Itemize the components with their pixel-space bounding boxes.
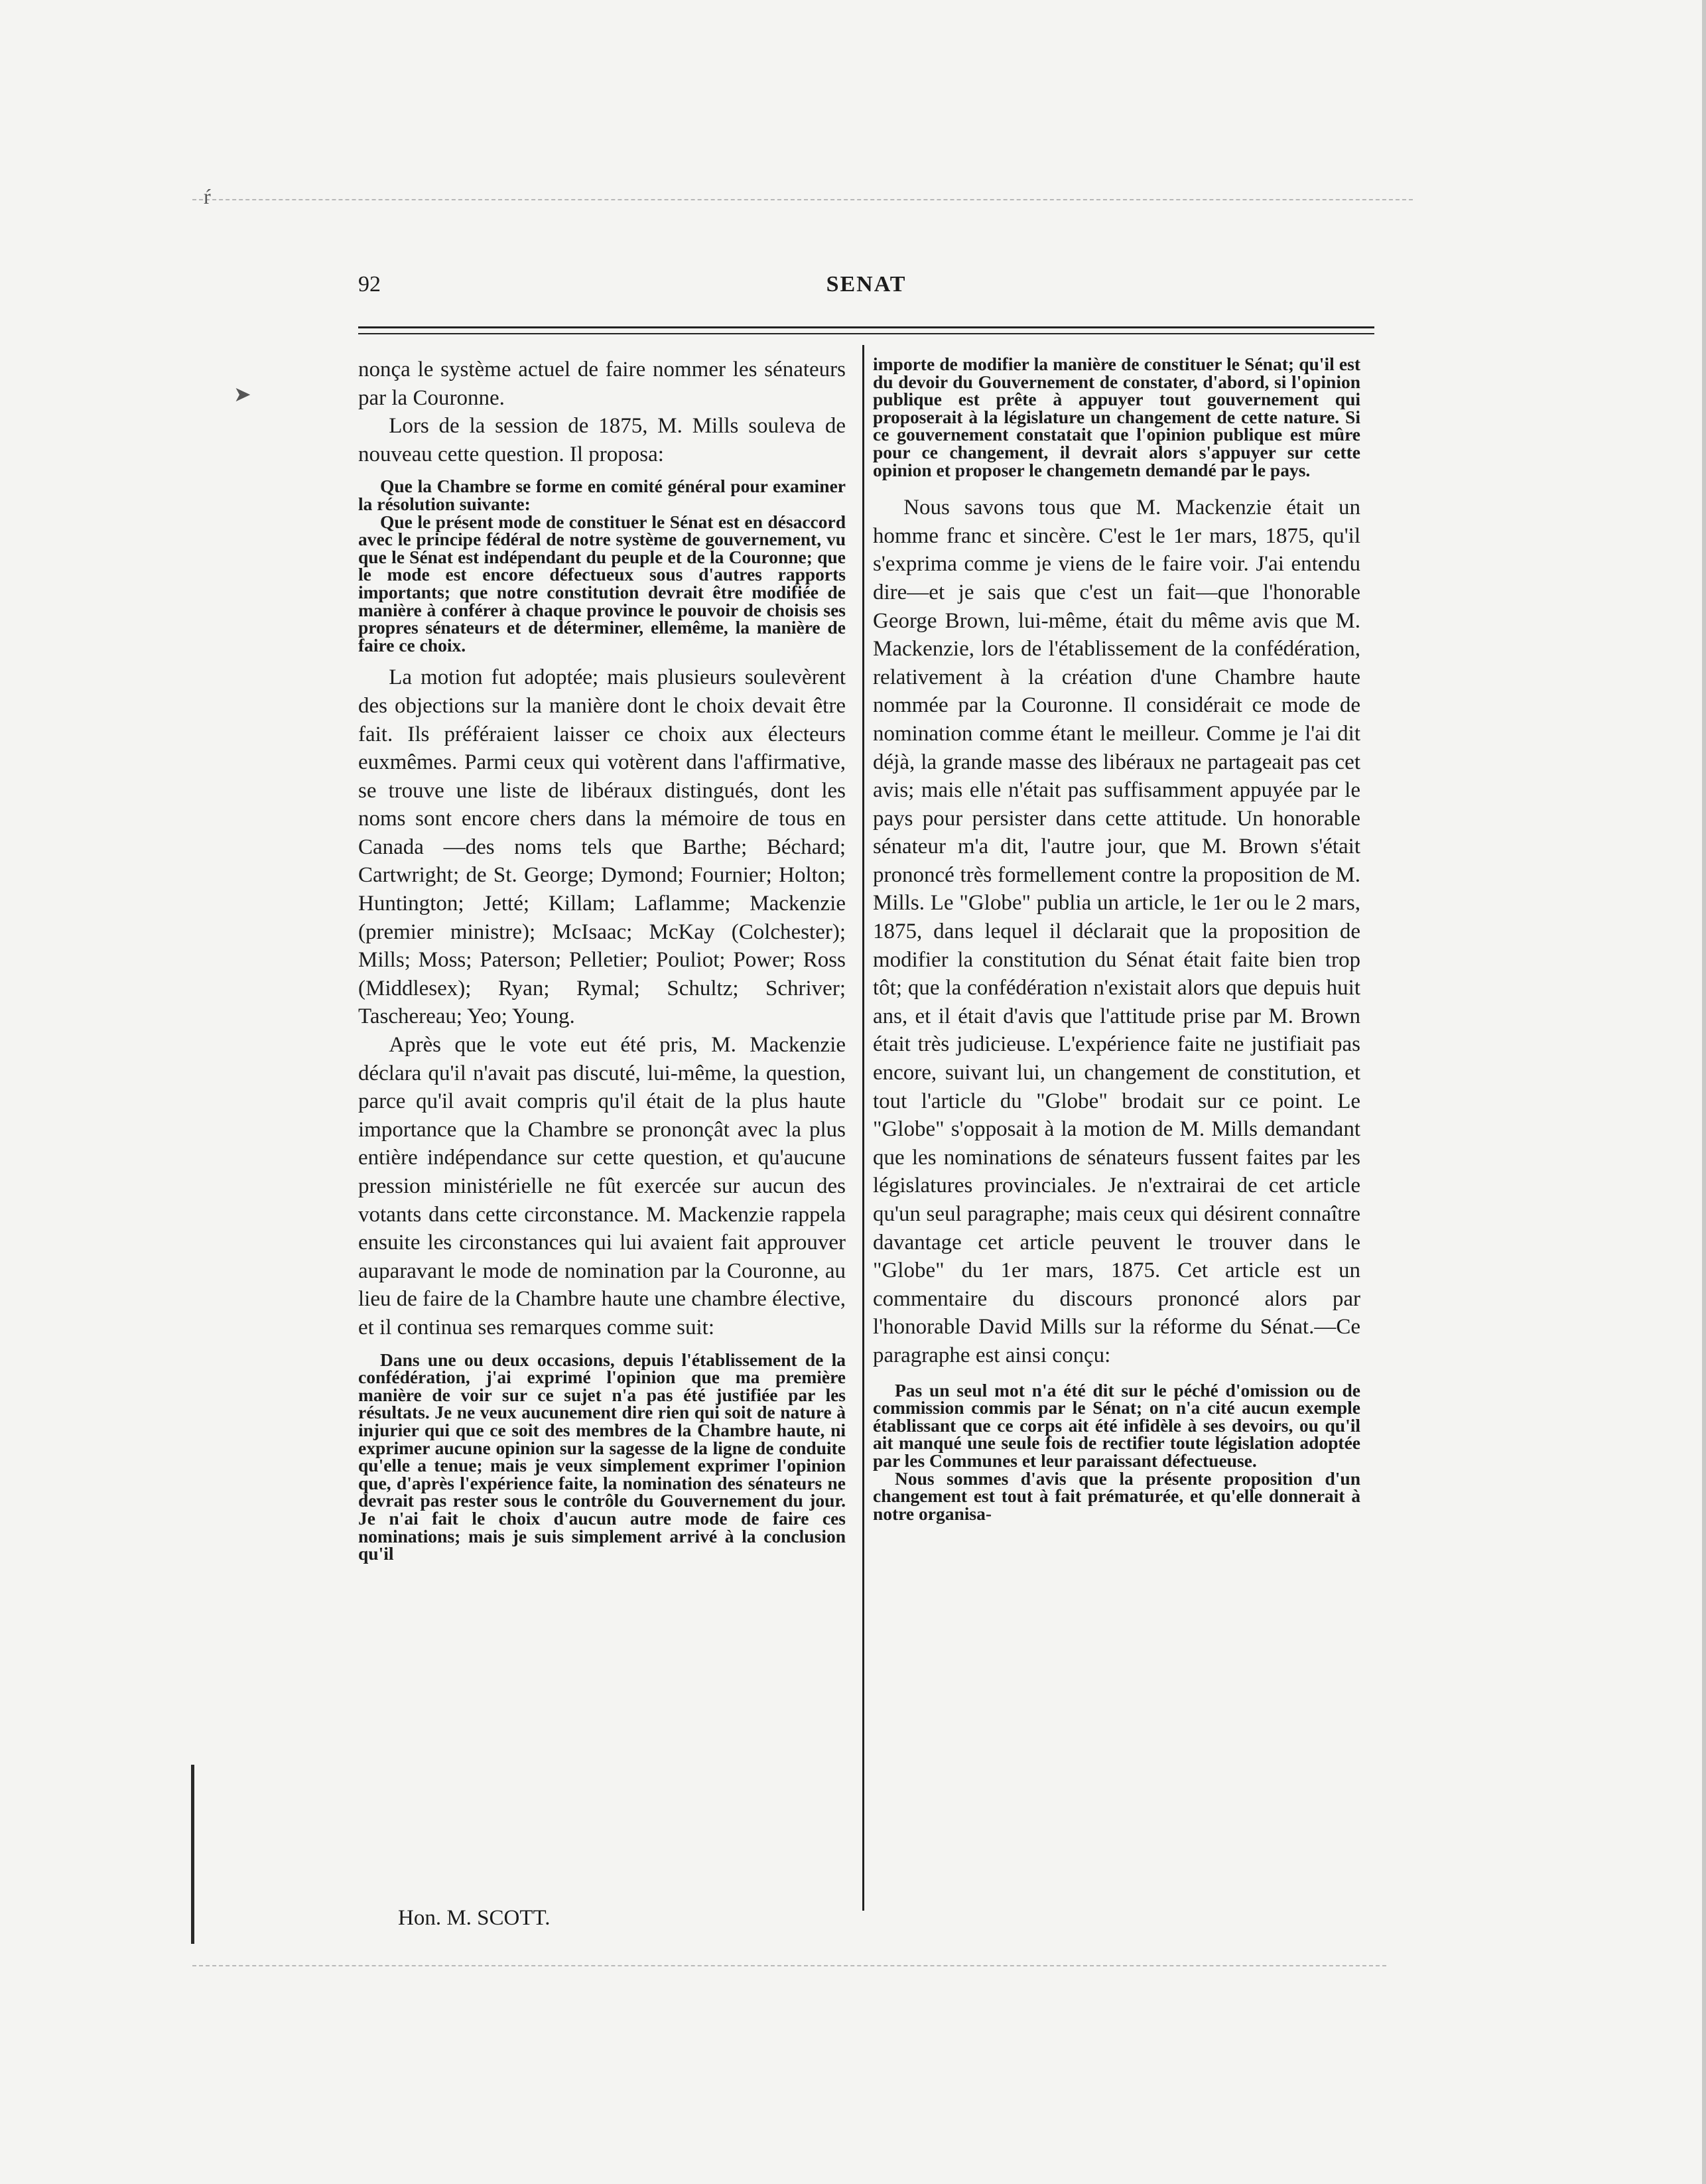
header-rule-top — [358, 326, 1374, 328]
scan-binding-shadow — [191, 1765, 194, 1944]
paragraph: Après que le vote eut été pris, M. Mackenzie déclara qu'il n'avait pas discuté, lui-même, la question, parce qu'il avait compris qu'il était de la plus haute importance que la Chambre se prononçât avec la plus entière indépendance sur cette question, et qu'aucune pression ministérielle ne fût exercée sur aucun des votants dans cette circonstance. M. Mackenzie rappela ensuite les circonstances qui lui avaient fait approuver auparavant le mode de nomination par la Couronne, au lieu de faire de la Chambre haute une chambre élective, et il continua ses remarques comme suit: — [358, 1033, 846, 1339]
quoted-speech: importe de modifier la manière de constituer le Sénat; qu'il est du devoir du Gouvernement de constater, d'abord, si l'opinion publique est prête à appuyer tout gouvernement qui proposerait à la législature un changement de cette nature. Si ce gouvernement constatait que l'opinion publique est mûre pour ce changement, il devrait alors s'appuyer sur cette opinion et proposer le changemetn demandé par le pays. — [873, 354, 1360, 480]
quoted-resolution: Que le présent mode de constituer le Sénat est en désaccord avec le principe fédéral de notre système de gouvernement, vu que le Sénat est indépendant du peuple et de la Couronne; que le mode est encore défectueux sous d'autres rapports importants; que notre constitution devrait être modifiée de manière à conférer à chaque province le pouvoir de choisis ses propres sénateurs et de déterminer, ellemême, la manière de faire ce choix. — [358, 511, 846, 655]
paragraph: Lors de la session de 1875, M. Mills souleva de nouveau cette question. Il proposa: — [358, 414, 846, 466]
page-number: 92 — [358, 272, 381, 297]
quoted-article: Pas un seul mot n'a été dit sur le péché d'omission ou de commission commis par le Sénat; on n'a cité aucun exemple établissant que ce corps ait été infidèle à ses devoirs, ou qu'il ait manqué une seule fois de rectifier toute législation adoptée par les Communes et leur paraissant défectueuse. — [873, 1379, 1360, 1471]
scan-page-edge — [1702, 0, 1706, 2184]
scan-crop-line-bottom — [192, 1965, 1386, 1966]
paragraph: Nous savons tous que M. Mackenzie était un homme franc et sincère. C'est le 1er mars, 1875, qu'il s'exprima comme je viens de le faire voir. J'ai entendu dire—et je sais que c'est un fait—que l'honorable George Brown, lui-même, était du même avis que M. Mackenzie, lors de l'établissement de la confédération, relativement à la création d'une Chambre haute nommée par la Couronne. Il considérait ce mode de nomination comme étant le meilleur. Comme je l'ai dit déjà, la grande masse des libéraux ne partageait pas cet avis; mais elle n'était pas suffisamment appuyée par le pays pour persister dans cette attitude. Un honorable sénateur m'a dit, l'autre jour, que M. Brown s'était prononcé très formellement contre la proposition de M. Mills. Le "Globe" publia un article, le 1er ou le 2 mars, 1875, dans lequel il déclarait que la proposition de modifier la constitution du Sénat était faite bien trop tôt; que la confédération n'existait alors que depuis huit ans, et il était d'avis que l'attitude prise par M. Brown était très judicieuse. L'expérience faite ne justifiait pas encore, suivant lui, un changement de constitution, et tout l'article du "Globe" brodait sur ce point. Le "Globe" s'opposait à la motion de M. Mills demandant que les nominations de sénateurs fussent faites par les législatures provinciales. Je n'extrairai de cet article qu'un seul paragraphe; mais ceux qui désirent connaître davantage cet article peuvent le trouver dans le "Globe" du 1er mars, 1875. Cet article est un commentaire du discours prononcé alors par l'honorable David Mills sur la réforme du Sénat.—Ce paragraphe est ainsi conçu: — [873, 496, 1360, 1367]
header-rule-bottom — [358, 333, 1374, 334]
scan-crop-line-top — [192, 199, 1413, 200]
quoted-article: Nous sommes d'avis que la présente proposition d'un changement est tout à fait prématurée, et qu'elle donnerait à notre organisa- — [873, 1467, 1360, 1524]
scan-mark-arrow-icon: ➤ — [233, 382, 251, 406]
paragraph: La motion fut adoptée; mais plusieurs soulevèrent des objections sur la manière dont le choix devait être fait. Ils préféraient laisser ce choix aux électeurs euxmêmes. Parmi ceux qui votèrent dans l'affirmative, se trouve une liste de libéraux distingués, dont les noms sont encore chers dans la mémoire de tous en Canada —des noms tels que Barthe; Béchard; Cartwright; de St. George; Dymond; Fournier; Holton; Huntington; Jetté; Killam; Laflamme; Mackenzie (premier ministre); McIsaac; McKay (Colchester); Mills; Moss; Paterson; Pelletier; Pouliot; Power; Ross (Middlesex); Ryan; Rymal; Schultz; Schriver; Taschereau; Yeo; Young. — [358, 665, 846, 1029]
right-column — [873, 356, 1360, 1523]
running-head: SENAT — [826, 272, 907, 297]
signature-line: Hon. M. SCOTT. — [398, 1906, 551, 1930]
page-header — [358, 272, 1374, 301]
quoted-speech: Dans une ou deux occasions, depuis l'établissement de la confédération, j'ai exprimé l'opinion que ma première manière de voir sur ce sujet n'a pas été justifiée par les résultats. Je ne veux aucunement dire rien qui soit de nature à injurier qui que ce soit des membres de la Chambre haute, ni exprimer aucune opinion sur la sagesse de la ligne de conduite qu'elle a tenue; mais je veux simplement exprimer l'opinion que, d'après l'expérience faite, la nomination des sénateurs ne devrait pas rester sous le contrôle du Gouvernement du jour. Je n'ai fait le choix d'aucun autre mode de faire ces nominations; mais je suis simplement arrivé à la conclusion qu'il — [358, 1349, 846, 1564]
column-divider — [862, 345, 864, 1911]
quoted-resolution: Que la Chambre se forme en comité général pour examiner la résolution suivante: — [358, 476, 846, 514]
paragraph: nonça le système actuel de faire nommer les sénateurs par la Couronne. — [358, 358, 846, 410]
scan-mark-top-left: ŕ — [204, 184, 211, 208]
left-column — [358, 356, 846, 1563]
